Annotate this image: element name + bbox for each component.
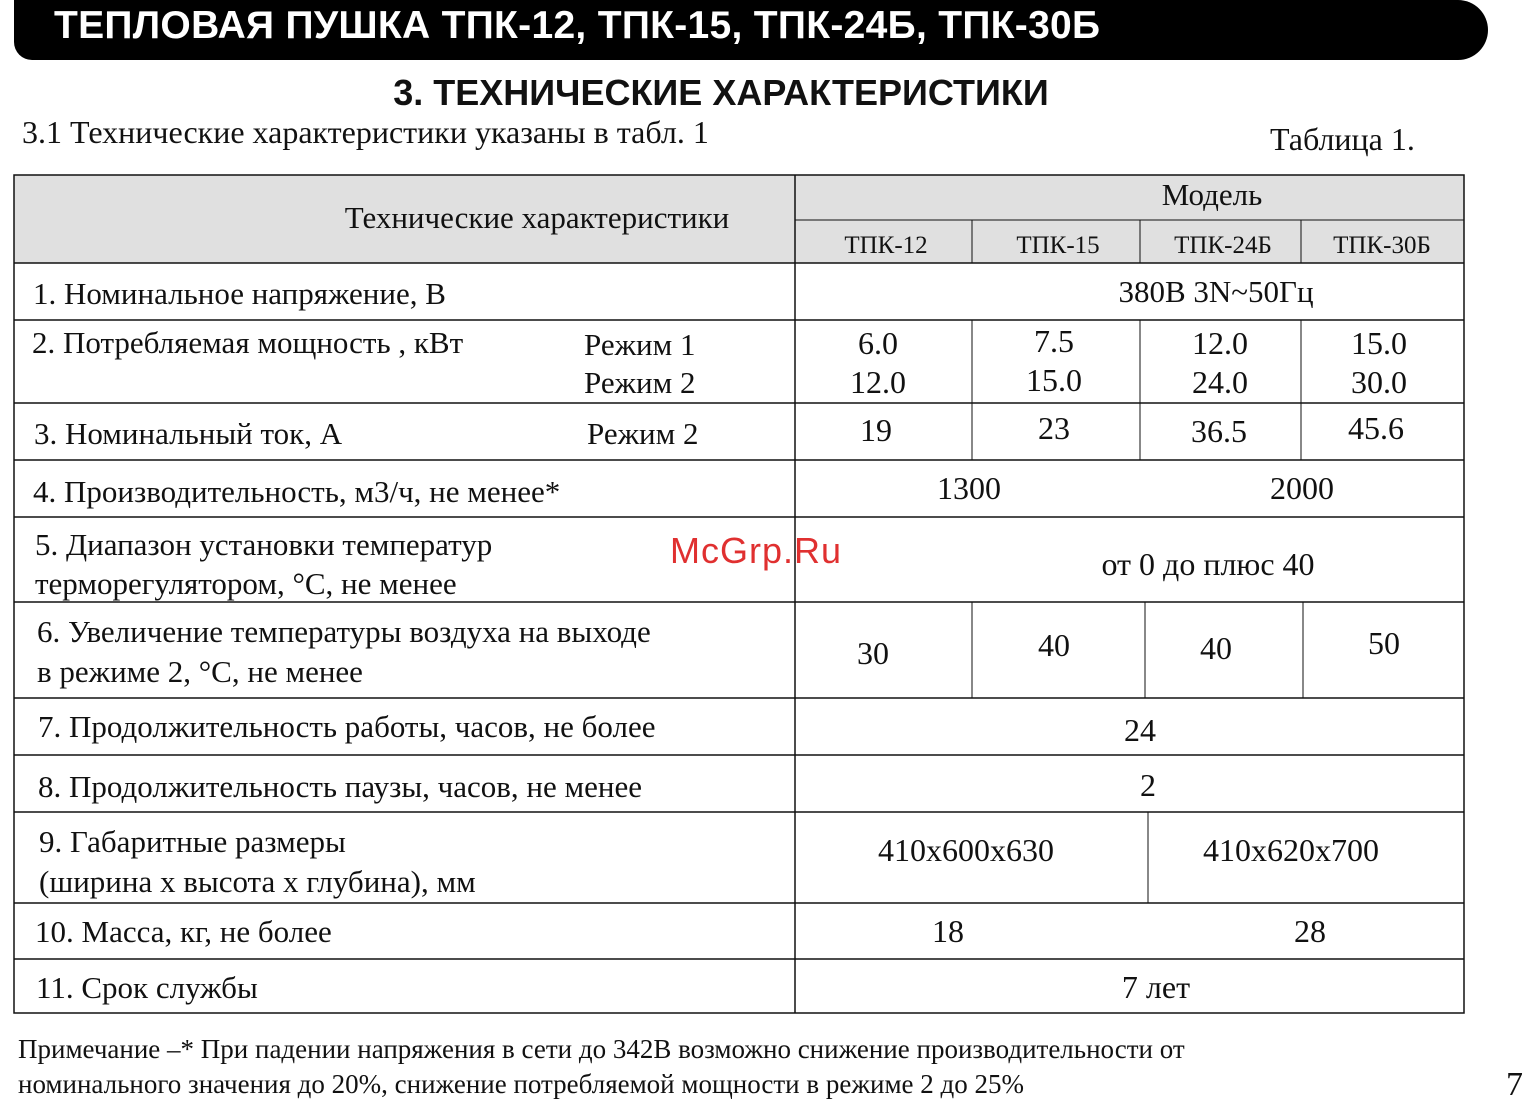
- row6-tpk24b: 40: [1200, 630, 1232, 666]
- row5-label-line2: терморегулятором, °С, не менее: [35, 566, 457, 601]
- row9-label-line2: (ширина х высота х глубина), мм: [39, 864, 476, 899]
- row2-mode2: Режим 2: [584, 365, 696, 400]
- row8-label: 8. Продолжительность паузы, часов, не менее: [38, 769, 642, 804]
- row5-label-line1: 5. Диапазон установки температур: [35, 527, 493, 562]
- row10-label: 10. Масса, кг, не более: [35, 914, 332, 949]
- row3-tpk24b: 36.5: [1191, 413, 1247, 449]
- row6-tpk30b: 50: [1368, 625, 1400, 661]
- model-tpk-15: ТПК-15: [1016, 232, 1100, 259]
- row2-label: 2. Потребляемая мощность , кВт: [32, 325, 464, 360]
- page-number: 7: [1506, 1066, 1523, 1103]
- row2-tpk15-mode2: 15.0: [1026, 362, 1082, 398]
- row6-tpk15: 40: [1038, 627, 1070, 663]
- row2-tpk30b-mode2: 30.0: [1351, 364, 1407, 400]
- model-tpk-30b: ТПК-30Б: [1333, 232, 1431, 259]
- header-model: Модель: [1161, 177, 1263, 212]
- header-characteristics: Технические характеристики: [344, 200, 730, 235]
- row10-value-large: 28: [1294, 913, 1326, 949]
- table-caption: Таблица 1.: [1270, 121, 1415, 157]
- row3-label: 3. Номинальный ток, А: [34, 416, 343, 451]
- row2-tpk12-mode2: 12.0: [850, 364, 906, 400]
- row11-value: 7 лет: [1121, 969, 1191, 1005]
- row7-value: 24: [1124, 712, 1156, 748]
- row3-tpk15: 23: [1038, 410, 1070, 446]
- footnote: [18, 1032, 1185, 1102]
- row11-label: 11. Срок службы: [36, 970, 258, 1005]
- page-header-title: ТЕПЛОВАЯ ПУШКА ТПК-12, ТПК-15, ТПК-24Б, ТПК-30Б: [54, 4, 1101, 47]
- row6-label-line2: в режиме 2, °С, не менее: [37, 654, 363, 689]
- row4-value-large: 2000: [1270, 470, 1334, 506]
- row3-mode: Режим 2: [587, 416, 699, 451]
- row4-value-small: 1300: [937, 470, 1001, 506]
- section-title: 3. ТЕХНИЧЕСКИЕ ХАРАКТЕРИСТИКИ: [393, 72, 1049, 113]
- row4-label: 4. Производительность, м3/ч, не менее*: [33, 474, 561, 509]
- row9-value-small: 410х600х630: [878, 832, 1054, 868]
- row1-label: 1. Номинальное напряжение, В: [33, 276, 446, 311]
- row8-value: 2: [1140, 767, 1156, 803]
- row2-tpk30b-mode1: 15.0: [1351, 325, 1407, 361]
- row2-tpk24b-mode2: 24.0: [1192, 364, 1248, 400]
- row2-tpk15-mode1: 7.5: [1034, 323, 1074, 359]
- row2-mode1: Режим 1: [584, 327, 696, 362]
- model-tpk-24b: ТПК-24Б: [1174, 232, 1272, 259]
- model-tpk-12: ТПК-12: [844, 232, 928, 259]
- row10-value-small: 18: [932, 913, 964, 949]
- row3-tpk12: 19: [860, 412, 892, 448]
- row2-tpk12-mode1: 6.0: [858, 325, 898, 361]
- watermark: McGrp.Ru: [670, 530, 843, 571]
- footnote-line2: номинального значения до 20%, снижение потребляемой мощности в режиме 2 до 25%: [18, 1069, 1025, 1099]
- row1-value: 380В 3N~50Гц: [1118, 274, 1314, 309]
- row6-label-line1: 6. Увеличение температуры воздуха на выходе: [37, 614, 651, 649]
- row3-tpk30b: 45.6: [1348, 410, 1404, 446]
- row7-label: 7. Продолжительность работы, часов, не более: [38, 709, 656, 744]
- row9-label-line1: 9. Габаритные размеры: [39, 824, 346, 859]
- row6-tpk12: 30: [857, 635, 889, 671]
- row2-tpk24b-mode1: 12.0: [1192, 325, 1248, 361]
- row5-value: от 0 до плюс 40: [1101, 546, 1315, 582]
- footnote-line1: Примечание –* При падении напряжения в сети до 342В возможно снижение производительности от: [18, 1034, 1185, 1064]
- intro-text: 3.1 Технические характеристики указаны в табл. 1: [22, 114, 709, 150]
- row9-value-large: 410х620х700: [1203, 832, 1379, 868]
